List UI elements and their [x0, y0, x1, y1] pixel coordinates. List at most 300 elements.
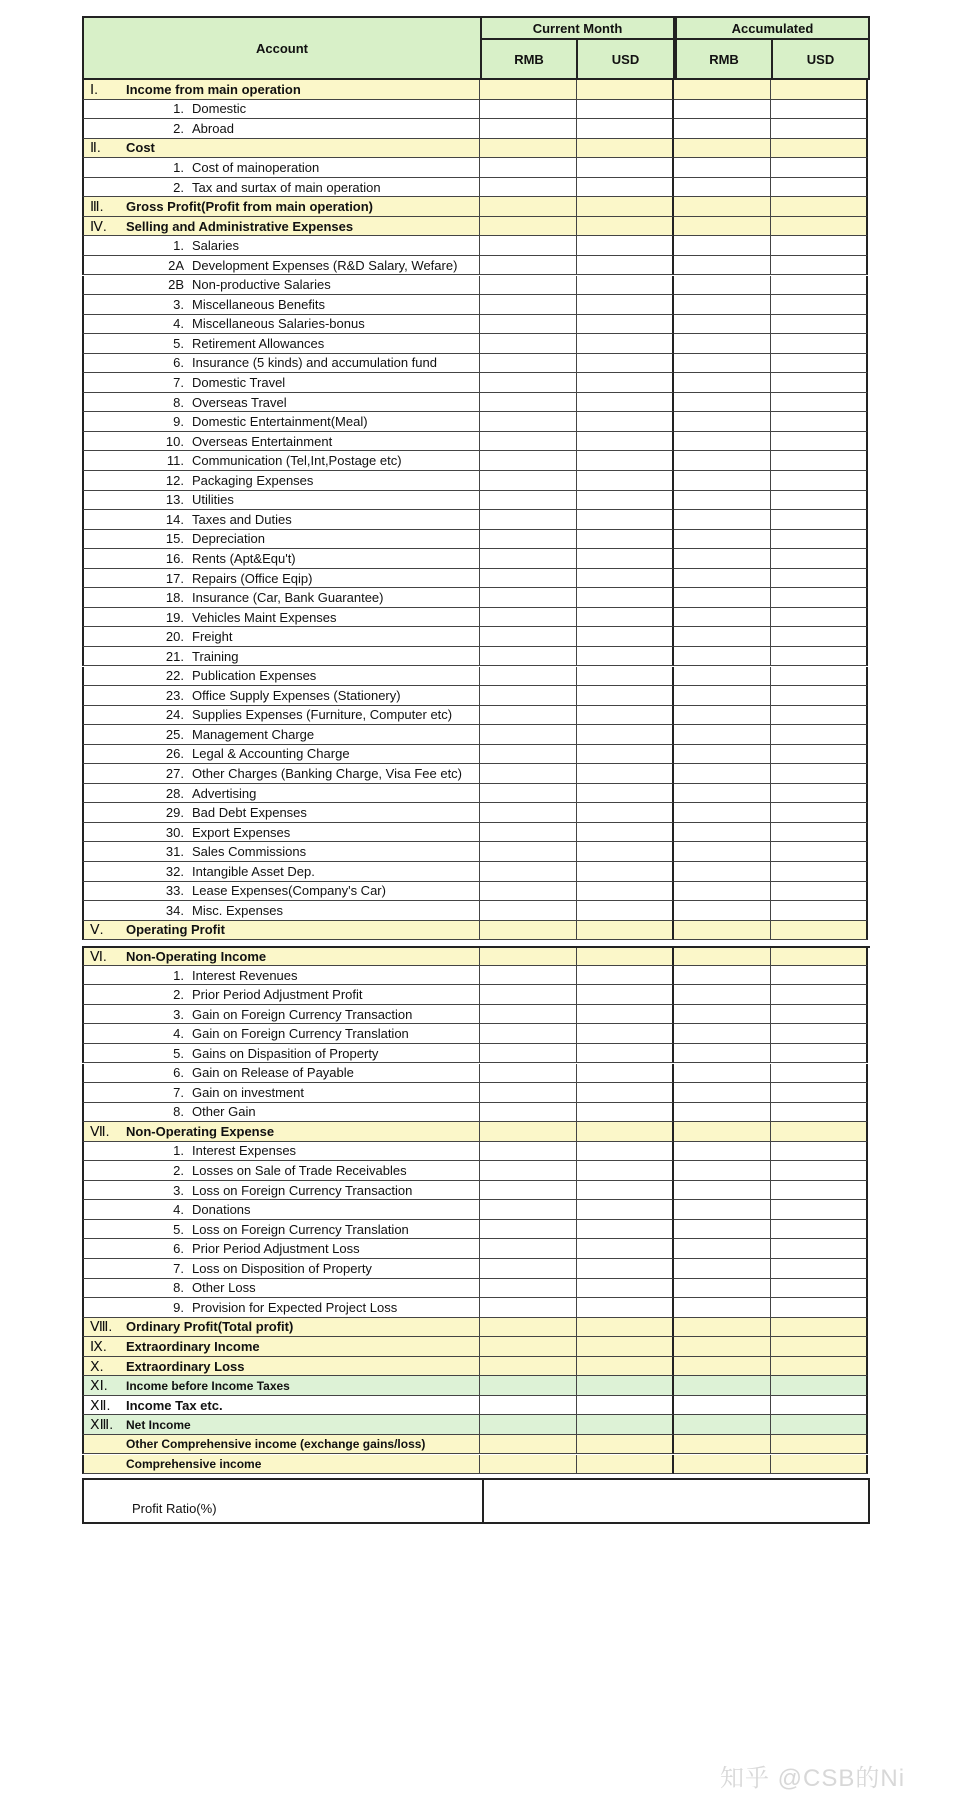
- value-cell[interactable]: [771, 627, 868, 647]
- value-cell[interactable]: [577, 1318, 674, 1338]
- value-cell[interactable]: [674, 686, 771, 706]
- value-cell[interactable]: [674, 491, 771, 511]
- value-cell[interactable]: [771, 530, 868, 550]
- value-cell[interactable]: [577, 1103, 674, 1123]
- value-cell[interactable]: [480, 393, 577, 413]
- value-cell[interactable]: [771, 1318, 868, 1338]
- value-cell[interactable]: [480, 178, 577, 198]
- value-cell[interactable]: [480, 725, 577, 745]
- line-item-label: Abroad: [192, 120, 234, 136]
- value-cell[interactable]: [577, 686, 674, 706]
- value-cell[interactable]: [771, 966, 868, 986]
- value-cell[interactable]: [480, 985, 577, 1005]
- value-cell[interactable]: [674, 764, 771, 784]
- value-cell[interactable]: [577, 1337, 674, 1357]
- value-cell[interactable]: [674, 100, 771, 120]
- value-cell[interactable]: [577, 1298, 674, 1318]
- value-cell[interactable]: [577, 1396, 674, 1416]
- value-cell[interactable]: [674, 725, 771, 745]
- value-cell[interactable]: [771, 862, 868, 882]
- value-cell[interactable]: [480, 1024, 577, 1044]
- value-cell[interactable]: [674, 393, 771, 413]
- value-cell[interactable]: [577, 745, 674, 765]
- value-cell[interactable]: [480, 1220, 577, 1240]
- value-cell[interactable]: [480, 647, 577, 667]
- value-cell[interactable]: [577, 119, 674, 139]
- value-cell[interactable]: [480, 1122, 577, 1142]
- value-cell[interactable]: [480, 1455, 577, 1475]
- value-cell[interactable]: [771, 985, 868, 1005]
- value-cell[interactable]: [480, 667, 577, 687]
- value-cell[interactable]: [577, 569, 674, 589]
- value-cell[interactable]: [674, 432, 771, 452]
- value-cell[interactable]: [577, 725, 674, 745]
- value-cell[interactable]: [674, 276, 771, 296]
- value-cell[interactable]: [771, 823, 868, 843]
- value-cell[interactable]: [771, 412, 868, 432]
- value-cell[interactable]: [577, 1220, 674, 1240]
- value-cell[interactable]: [577, 510, 674, 530]
- value-cell[interactable]: [480, 745, 577, 765]
- value-cell[interactable]: [577, 334, 674, 354]
- value-cell[interactable]: [771, 1415, 868, 1435]
- value-cell[interactable]: [577, 803, 674, 823]
- value-cell[interactable]: [771, 1376, 868, 1396]
- value-cell[interactable]: [674, 784, 771, 804]
- value-cell[interactable]: [480, 1083, 577, 1103]
- value-cell[interactable]: [480, 100, 577, 120]
- value-cell[interactable]: [674, 948, 771, 966]
- value-cell[interactable]: [480, 948, 577, 966]
- value-cell[interactable]: [771, 667, 868, 687]
- value-cell[interactable]: [480, 966, 577, 986]
- value-cell[interactable]: [771, 80, 868, 100]
- value-cell[interactable]: [674, 1083, 771, 1103]
- value-cell[interactable]: [577, 197, 674, 217]
- account-cell: [82, 1181, 480, 1201]
- value-cell[interactable]: [771, 451, 868, 471]
- value-cell[interactable]: [577, 373, 674, 393]
- value-cell[interactable]: [577, 1122, 674, 1142]
- value-cell[interactable]: [577, 236, 674, 256]
- value-cell[interactable]: [577, 412, 674, 432]
- value-cell[interactable]: [577, 1455, 674, 1475]
- value-cell[interactable]: [577, 80, 674, 100]
- value-cell[interactable]: [577, 432, 674, 452]
- value-cell[interactable]: [674, 236, 771, 256]
- value-cell[interactable]: [480, 921, 577, 941]
- value-cell[interactable]: [480, 1239, 577, 1259]
- profit-ratio-value-cell[interactable]: [484, 1480, 868, 1522]
- value-cell[interactable]: [771, 1083, 868, 1103]
- value-cell[interactable]: [674, 1024, 771, 1044]
- value-cell[interactable]: [577, 842, 674, 862]
- value-cell[interactable]: [674, 1161, 771, 1181]
- value-cell[interactable]: [674, 1318, 771, 1338]
- value-cell[interactable]: [771, 1122, 868, 1142]
- value-cell[interactable]: [674, 354, 771, 374]
- value-cell[interactable]: [480, 139, 577, 159]
- value-cell[interactable]: [480, 432, 577, 452]
- value-cell[interactable]: [577, 1044, 674, 1064]
- value-cell[interactable]: [577, 217, 674, 237]
- value-cell[interactable]: [480, 588, 577, 608]
- value-cell[interactable]: [480, 295, 577, 315]
- value-cell[interactable]: [674, 647, 771, 667]
- value-cell[interactable]: [674, 549, 771, 569]
- header-account: [82, 16, 481, 80]
- value-cell[interactable]: [480, 1005, 577, 1025]
- value-cell[interactable]: [771, 334, 868, 354]
- value-cell[interactable]: [480, 1200, 577, 1220]
- value-cell[interactable]: [480, 1376, 577, 1396]
- value-cell[interactable]: [771, 276, 868, 296]
- value-cell[interactable]: [674, 119, 771, 139]
- value-cell[interactable]: [480, 1161, 577, 1181]
- value-cell[interactable]: [577, 158, 674, 178]
- value-cell[interactable]: [674, 627, 771, 647]
- value-cell[interactable]: [480, 491, 577, 511]
- value-cell[interactable]: [480, 1435, 577, 1455]
- value-cell[interactable]: [577, 178, 674, 198]
- value-cell[interactable]: [577, 647, 674, 667]
- value-cell[interactable]: [674, 471, 771, 491]
- value-cell[interactable]: [771, 1005, 868, 1025]
- value-cell[interactable]: [480, 842, 577, 862]
- line-item-index: 8.: [173, 1104, 184, 1120]
- value-cell[interactable]: [577, 139, 674, 159]
- value-cell[interactable]: [480, 706, 577, 726]
- value-cell[interactable]: [771, 1279, 868, 1299]
- value-cell[interactable]: [674, 1181, 771, 1201]
- value-cell[interactable]: [577, 921, 674, 941]
- value-cell[interactable]: [577, 315, 674, 335]
- value-cell[interactable]: [771, 1435, 868, 1455]
- value-cell[interactable]: [771, 354, 868, 374]
- value-cell[interactable]: [674, 1142, 771, 1162]
- value-cell[interactable]: [674, 921, 771, 941]
- value-cell[interactable]: [577, 1181, 674, 1201]
- value-cell[interactable]: [674, 178, 771, 198]
- line-item-index: 6.: [173, 1065, 184, 1081]
- value-cell[interactable]: [480, 315, 577, 335]
- value-cell[interactable]: [771, 725, 868, 745]
- value-cell[interactable]: [674, 197, 771, 217]
- value-cell[interactable]: [674, 1064, 771, 1084]
- value-cell[interactable]: [480, 1396, 577, 1416]
- value-cell[interactable]: [480, 1142, 577, 1162]
- value-cell[interactable]: [577, 451, 674, 471]
- value-cell[interactable]: [577, 1064, 674, 1084]
- value-cell[interactable]: [771, 1064, 868, 1084]
- value-cell[interactable]: [480, 373, 577, 393]
- value-cell[interactable]: [480, 412, 577, 432]
- value-cell[interactable]: [577, 706, 674, 726]
- value-cell[interactable]: [577, 667, 674, 687]
- value-cell[interactable]: [480, 784, 577, 804]
- value-cell[interactable]: [674, 901, 771, 921]
- value-cell[interactable]: [674, 1435, 771, 1455]
- value-cell[interactable]: [480, 80, 577, 100]
- value-cell[interactable]: [674, 1103, 771, 1123]
- value-cell[interactable]: [771, 588, 868, 608]
- value-cell[interactable]: [771, 1044, 868, 1064]
- value-cell[interactable]: [674, 569, 771, 589]
- value-cell[interactable]: [674, 1279, 771, 1299]
- value-cell[interactable]: [674, 1259, 771, 1279]
- value-cell[interactable]: [577, 882, 674, 902]
- value-cell[interactable]: [674, 588, 771, 608]
- value-cell[interactable]: [771, 1455, 868, 1475]
- value-cell[interactable]: [674, 803, 771, 823]
- value-cell[interactable]: [577, 608, 674, 628]
- value-cell[interactable]: [577, 1357, 674, 1377]
- value-cell[interactable]: [674, 1337, 771, 1357]
- value-cell[interactable]: [577, 862, 674, 882]
- value-cell[interactable]: [577, 1200, 674, 1220]
- value-cell[interactable]: [771, 139, 868, 159]
- value-cell[interactable]: [577, 901, 674, 921]
- value-cell[interactable]: [771, 100, 868, 120]
- value-cell[interactable]: [771, 119, 868, 139]
- value-cell[interactable]: [577, 1142, 674, 1162]
- value-cell[interactable]: [577, 948, 674, 966]
- value-cell[interactable]: [771, 510, 868, 530]
- value-cell[interactable]: [674, 966, 771, 986]
- value-cell[interactable]: [674, 882, 771, 902]
- value-cell[interactable]: [577, 530, 674, 550]
- section-title: Cost: [126, 140, 155, 156]
- value-cell[interactable]: [771, 764, 868, 784]
- value-cell[interactable]: [480, 823, 577, 843]
- value-cell[interactable]: [674, 451, 771, 471]
- value-cell[interactable]: [674, 334, 771, 354]
- value-cell[interactable]: [771, 1142, 868, 1162]
- value-cell[interactable]: [480, 451, 577, 471]
- value-cell[interactable]: [674, 217, 771, 237]
- value-cell[interactable]: [771, 745, 868, 765]
- value-cell[interactable]: [480, 217, 577, 237]
- value-cell[interactable]: [771, 1161, 868, 1181]
- value-cell[interactable]: [674, 139, 771, 159]
- value-cell[interactable]: [674, 1044, 771, 1064]
- value-cell[interactable]: [577, 1415, 674, 1435]
- value-cell[interactable]: [674, 1396, 771, 1416]
- value-cell[interactable]: [480, 1318, 577, 1338]
- value-cell[interactable]: [771, 1200, 868, 1220]
- value-cell[interactable]: [480, 686, 577, 706]
- value-cell[interactable]: [577, 1259, 674, 1279]
- value-cell[interactable]: [480, 901, 577, 921]
- value-cell[interactable]: [577, 966, 674, 986]
- value-cell[interactable]: [771, 901, 868, 921]
- line-item-row: [82, 1142, 870, 1162]
- value-cell[interactable]: [577, 295, 674, 315]
- value-cell[interactable]: [480, 354, 577, 374]
- value-cell[interactable]: [480, 510, 577, 530]
- value-cell[interactable]: [577, 256, 674, 276]
- value-cell[interactable]: [674, 862, 771, 882]
- value-cell[interactable]: [674, 985, 771, 1005]
- value-cell[interactable]: [771, 471, 868, 491]
- value-cell[interactable]: [771, 1239, 868, 1259]
- value-cell[interactable]: [480, 627, 577, 647]
- value-cell[interactable]: [771, 315, 868, 335]
- value-cell[interactable]: [577, 764, 674, 784]
- value-cell[interactable]: [771, 1357, 868, 1377]
- value-cell[interactable]: [577, 276, 674, 296]
- value-cell[interactable]: [771, 1220, 868, 1240]
- value-cell[interactable]: [771, 217, 868, 237]
- value-cell[interactable]: [771, 197, 868, 217]
- value-cell[interactable]: [577, 823, 674, 843]
- line-item-index: 9.: [173, 1299, 184, 1315]
- value-cell[interactable]: [577, 784, 674, 804]
- value-cell[interactable]: [674, 745, 771, 765]
- value-cell[interactable]: [771, 608, 868, 628]
- value-cell[interactable]: [577, 1083, 674, 1103]
- value-cell[interactable]: [674, 510, 771, 530]
- value-cell[interactable]: [577, 471, 674, 491]
- value-cell[interactable]: [577, 1435, 674, 1455]
- value-cell[interactable]: [480, 197, 577, 217]
- value-cell[interactable]: [771, 178, 868, 198]
- value-cell[interactable]: [771, 491, 868, 511]
- value-cell[interactable]: [674, 1220, 771, 1240]
- value-cell[interactable]: [480, 608, 577, 628]
- value-cell[interactable]: [577, 354, 674, 374]
- value-cell[interactable]: [674, 315, 771, 335]
- value-cell[interactable]: [480, 236, 577, 256]
- value-cell[interactable]: [674, 1376, 771, 1396]
- value-cell[interactable]: [480, 803, 577, 823]
- value-cell[interactable]: [480, 1181, 577, 1201]
- value-cell[interactable]: [577, 1005, 674, 1025]
- value-cell[interactable]: [674, 1357, 771, 1377]
- value-cell[interactable]: [674, 667, 771, 687]
- value-cell[interactable]: [674, 706, 771, 726]
- value-cell[interactable]: [577, 1161, 674, 1181]
- value-cell[interactable]: [480, 882, 577, 902]
- value-cell[interactable]: [771, 256, 868, 276]
- value-cell[interactable]: [771, 158, 868, 178]
- line-item-label: Legal & Accounting Charge: [192, 746, 350, 762]
- value-cell[interactable]: [771, 569, 868, 589]
- value-cell[interactable]: [480, 862, 577, 882]
- value-cell[interactable]: [771, 393, 868, 413]
- value-cell[interactable]: [771, 842, 868, 862]
- value-cell[interactable]: [674, 1455, 771, 1475]
- value-cell[interactable]: [480, 276, 577, 296]
- value-cell[interactable]: [577, 588, 674, 608]
- value-cell[interactable]: [480, 471, 577, 491]
- value-cell[interactable]: [480, 1064, 577, 1084]
- value-cell[interactable]: [674, 608, 771, 628]
- value-cell[interactable]: [674, 256, 771, 276]
- value-cell[interactable]: [480, 1337, 577, 1357]
- value-cell[interactable]: [674, 1122, 771, 1142]
- value-cell[interactable]: [771, 803, 868, 823]
- account-cell: [82, 491, 480, 511]
- account-cell: [82, 1435, 480, 1455]
- value-cell[interactable]: [771, 549, 868, 569]
- line-item-row: [82, 1083, 870, 1103]
- value-cell[interactable]: [480, 1044, 577, 1064]
- value-cell[interactable]: [771, 784, 868, 804]
- value-cell[interactable]: [674, 823, 771, 843]
- value-cell[interactable]: [480, 549, 577, 569]
- value-cell[interactable]: [771, 1024, 868, 1044]
- value-cell[interactable]: [771, 882, 868, 902]
- value-cell[interactable]: [577, 1376, 674, 1396]
- value-cell[interactable]: [577, 393, 674, 413]
- value-cell[interactable]: [771, 1181, 868, 1201]
- value-cell[interactable]: [674, 1298, 771, 1318]
- value-cell[interactable]: [771, 236, 868, 256]
- value-cell[interactable]: [674, 842, 771, 862]
- value-cell[interactable]: [771, 1259, 868, 1279]
- value-cell[interactable]: [771, 295, 868, 315]
- value-cell[interactable]: [674, 1415, 771, 1435]
- value-cell[interactable]: [480, 1357, 577, 1377]
- value-cell[interactable]: [480, 530, 577, 550]
- value-cell[interactable]: [480, 1298, 577, 1318]
- value-cell[interactable]: [480, 158, 577, 178]
- value-cell[interactable]: [480, 256, 577, 276]
- value-cell[interactable]: [771, 647, 868, 667]
- value-cell[interactable]: [577, 1024, 674, 1044]
- value-cell[interactable]: [771, 1396, 868, 1416]
- value-cell[interactable]: [480, 764, 577, 784]
- line-item-index: 2A: [168, 257, 184, 273]
- value-cell[interactable]: [674, 158, 771, 178]
- value-cell[interactable]: [674, 412, 771, 432]
- value-cell[interactable]: [674, 80, 771, 100]
- value-cell[interactable]: [674, 530, 771, 550]
- value-cell[interactable]: [577, 985, 674, 1005]
- value-cell[interactable]: [577, 549, 674, 569]
- value-cell[interactable]: [771, 921, 868, 941]
- value-cell[interactable]: [771, 686, 868, 706]
- value-cell[interactable]: [480, 1279, 577, 1299]
- value-cell[interactable]: [577, 100, 674, 120]
- value-cell[interactable]: [480, 1259, 577, 1279]
- value-cell[interactable]: [674, 1200, 771, 1220]
- value-cell[interactable]: [577, 1239, 674, 1259]
- value-cell[interactable]: [577, 1279, 674, 1299]
- value-cell[interactable]: [771, 706, 868, 726]
- value-cell[interactable]: [771, 373, 868, 393]
- value-cell[interactable]: [771, 432, 868, 452]
- value-cell[interactable]: [577, 627, 674, 647]
- roman-numeral: Ⅳ.: [90, 217, 107, 234]
- value-cell[interactable]: [771, 1337, 868, 1357]
- value-cell[interactable]: [674, 373, 771, 393]
- value-cell[interactable]: [480, 334, 577, 354]
- value-cell[interactable]: [480, 1103, 577, 1123]
- value-cell[interactable]: [674, 1239, 771, 1259]
- value-cell[interactable]: [480, 119, 577, 139]
- value-cell[interactable]: [771, 1298, 868, 1318]
- value-cell[interactable]: [577, 491, 674, 511]
- line-item-row: [82, 315, 870, 335]
- value-cell[interactable]: [771, 948, 868, 966]
- value-cell[interactable]: [480, 1415, 577, 1435]
- value-cell[interactable]: [771, 1103, 868, 1123]
- value-cell[interactable]: [674, 1005, 771, 1025]
- value-cell[interactable]: [674, 295, 771, 315]
- value-cell[interactable]: [480, 569, 577, 589]
